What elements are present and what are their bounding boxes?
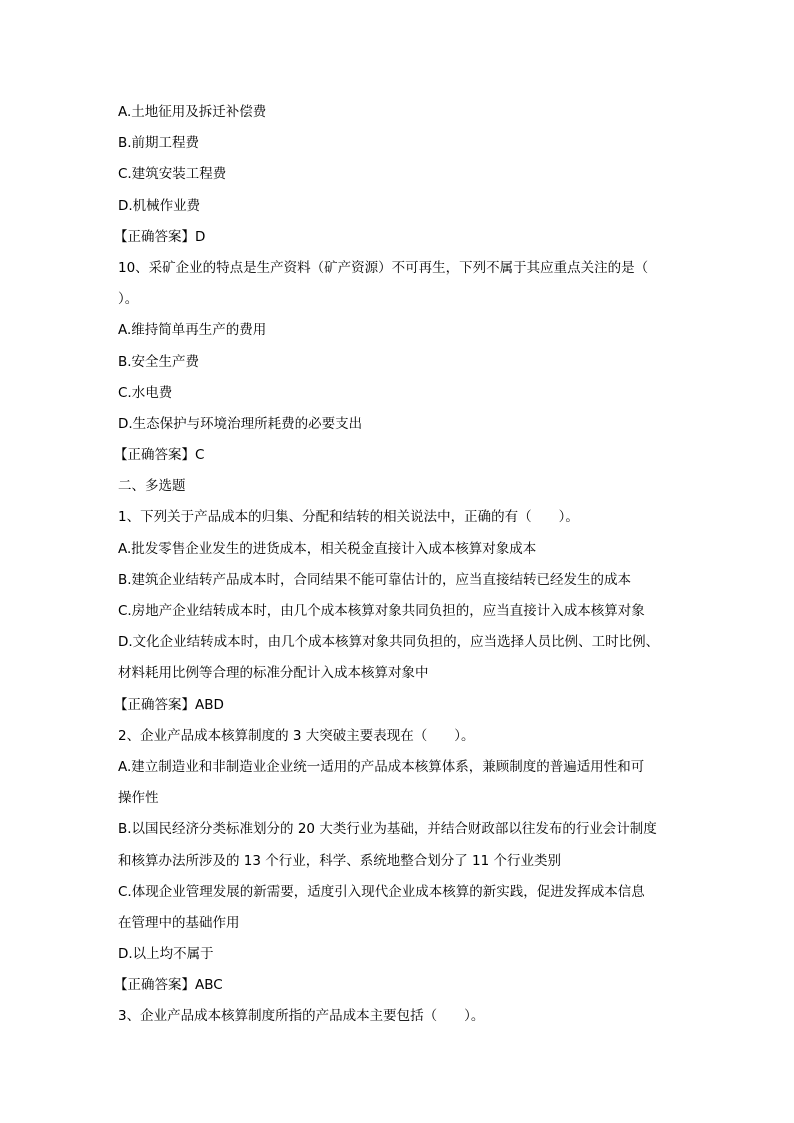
- question-text: 3、企业产品成本核算制度所指的产品成本主要包括（ ）。: [118, 1008, 485, 1025]
- correct-answer: 【正确答案】D: [114, 228, 206, 245]
- question-text: 10、采矿企业的特点是生产资料（矿产资源）不可再生，下列不属于其应重点关注的是（: [118, 259, 649, 276]
- option-text: D.以上均不属于: [118, 946, 214, 963]
- option-text: A.批发零售企业发生的进货成本，相关税金直接计入成本核算对象成本: [118, 540, 537, 557]
- option-text: C.水电费: [118, 384, 173, 401]
- correct-answer: 【正确答案】C: [114, 447, 205, 464]
- option-text: B.以国民经济分类标准划分的 20 大类行业为基础，并结合财政部以往发布的行业会计制度: [118, 821, 657, 838]
- option-text: C.建筑安装工程费: [118, 166, 227, 183]
- option-text: 在管理中的基础作用: [118, 914, 240, 931]
- option-text: C.房地产企业结转成本时，由几个成本核算对象共同负担的，应当直接计入成本核算对象: [118, 603, 645, 619]
- option-text: C.体现企业管理发展的新需要，适度引入现代企业成本核算的新实践，促进发挥成本信息: [118, 883, 645, 900]
- option-text: D.文化企业结转成本时，由几个成本核算对象共同负担的，应当选择人员比例、工时比例、: [118, 634, 660, 651]
- option-text: 操作性: [118, 790, 159, 807]
- section-heading: 二、多选题: [118, 478, 186, 495]
- question-text: 2、企业产品成本核算制度的 3 大突破主要表现在（ ）。: [118, 727, 475, 744]
- option-text: D.生态保护与环境治理所耗费的必要支出: [118, 415, 363, 432]
- question-text: 1、下列关于产品成本的归集、分配和结转的相关说法中，正确的有（ ）。: [118, 509, 579, 526]
- option-text: D.机械作业费: [118, 197, 201, 214]
- option-text: A.建立制造业和非制造业企业统一适用的产品成本核算体系，兼顾制度的普遍适用性和可: [118, 758, 645, 775]
- option-text: B.建筑企业结转产品成本时，合同结果不能可靠估计的，应当直接结转已经发生的成本: [118, 571, 632, 588]
- correct-answer: 【正确答案】ABC: [114, 977, 223, 994]
- option-text: A.土地征用及拆迁补偿费: [118, 104, 267, 120]
- option-text: A.维持简单再生产的费用: [118, 322, 267, 339]
- document-body: [114, 97, 698, 1033]
- correct-answer: 【正确答案】ABD: [114, 696, 224, 713]
- option-text: B.安全生产费: [118, 353, 200, 370]
- question-text: ）。: [118, 291, 139, 308]
- option-text: 和核算办法所涉及的 13 个行业，科学、系统地整合划分了 11 个行业类别: [118, 852, 562, 869]
- option-text: 材料耗用比例等合理的标准分配计入成本核算对象中: [118, 665, 429, 682]
- option-text: B.前期工程费: [118, 135, 200, 152]
